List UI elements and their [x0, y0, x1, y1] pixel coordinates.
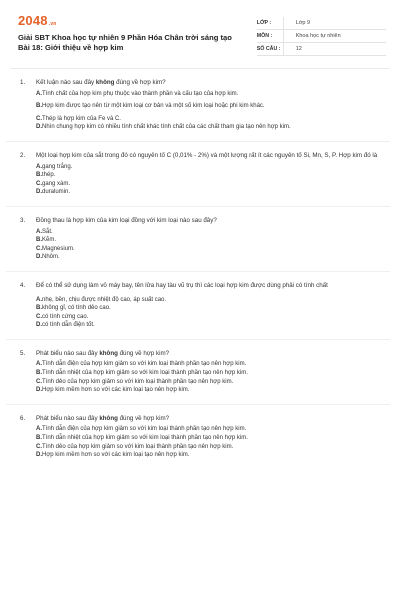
meta-row-count — [257, 43, 386, 56]
answer-b[interactable] — [36, 236, 386, 245]
meta-value: 12 — [283, 43, 302, 55]
document-title — [18, 33, 257, 53]
answer-a[interactable] — [36, 228, 386, 237]
answer-c[interactable] — [36, 180, 386, 189]
answer-d[interactable] — [36, 188, 386, 197]
answer-c[interactable] — [36, 115, 386, 124]
answer-d[interactable] — [36, 386, 386, 395]
question-text — [36, 415, 386, 424]
answer-text: gang trắng. — [42, 163, 73, 170]
question-text-part: đúng về hợp kim? — [117, 414, 170, 422]
answer-c[interactable] — [36, 378, 386, 387]
answer-text: Tính dẫn nhiệt của hợp kim giảm so với kim loại thành phần tạo nên hợp kim. — [42, 370, 248, 377]
answer-letter: C. — [36, 245, 42, 252]
question-divider — [6, 206, 390, 207]
answer-text: Hợp kim mềm hơn so với các kim loại tạo nên hợp kim. — [42, 452, 190, 459]
site-logo[interactable] — [18, 14, 257, 31]
question-divider — [6, 404, 390, 405]
answer-a[interactable] — [36, 90, 386, 99]
answer-c[interactable] — [36, 313, 386, 322]
answer-text: duralumin. — [42, 189, 71, 196]
question-1 — [18, 79, 386, 132]
answer-b[interactable] — [36, 369, 386, 378]
answer-text: Nhôm. — [42, 254, 60, 261]
question-number: 1. — [20, 79, 26, 86]
question-text-part: Để có thể sử dụng làm vỏ máy bay, tên lửa hay tàu vũ trụ thì các loại hợp kim được dùng phải có tính chất — [36, 281, 328, 289]
question-5 — [18, 350, 386, 395]
question-text — [36, 350, 386, 359]
answer-d[interactable] — [36, 321, 386, 330]
answer-text: Tính dẫn nhiệt của hợp kim giảm so với kim loại thành phần tạo nên hợp kim. — [42, 435, 248, 442]
answer-b[interactable] — [36, 434, 386, 443]
answer-b[interactable] — [36, 171, 386, 180]
meta-value: Lớp 9 — [283, 17, 310, 29]
answer-a[interactable] — [36, 425, 386, 434]
question-text — [36, 79, 386, 88]
meta-table — [257, 14, 386, 64]
meta-value: Khoa học tự nhiên — [283, 30, 341, 42]
question-divider — [6, 271, 390, 272]
answer-text: Tính chất của hợp kim phụ thuộc vào thành phần và cấu tạo của hợp kim. — [42, 90, 239, 97]
answer-a[interactable] — [36, 296, 386, 305]
answer-text: Magnesium. — [42, 245, 75, 252]
question-number: 5. — [20, 349, 26, 357]
question-emphasis: không — [99, 414, 118, 422]
question-number: 2. — [20, 151, 26, 159]
answer-text: Tính dẫn điện của hợp kim giảm so với kim loại thành phần tạo nên hợp kim. — [42, 426, 247, 433]
answer-c[interactable] — [36, 443, 386, 452]
question-divider — [6, 141, 390, 142]
answer-letter: B. — [36, 172, 42, 179]
title-line-2: Bài 18: Giới thiệu về hợp kim — [18, 43, 124, 52]
answer-text: gang xám. — [42, 180, 71, 187]
question-number: 6. — [20, 414, 26, 422]
meta-key: LỚP : — [256, 20, 272, 26]
question-list — [18, 79, 386, 460]
header-left — [18, 14, 257, 64]
meta-key: MÔN : — [256, 33, 273, 39]
question-number: 3. — [20, 216, 26, 224]
answer-letter: D. — [36, 124, 42, 131]
question-text — [36, 152, 386, 161]
answer-b[interactable] — [36, 102, 386, 111]
question-4 — [18, 282, 386, 330]
answer-letter: D. — [36, 189, 42, 196]
answer-a[interactable] — [36, 360, 386, 369]
answer-d[interactable] — [36, 253, 386, 262]
meta-key: SỐ CÂU : — [256, 46, 281, 52]
answer-letter: A. — [36, 296, 42, 303]
question-text-part: Kết luận nào sau đây — [36, 79, 96, 86]
answer-text: thép. — [42, 172, 56, 179]
answer-letter: D. — [36, 254, 42, 261]
answer-text: Hợp kim mềm hơn so với các kim loại tạo nên hợp kim. — [42, 387, 190, 394]
logo-suffix: .vn — [48, 21, 57, 27]
answer-b[interactable] — [36, 304, 386, 313]
question-3 — [18, 217, 386, 262]
question-text-part: Một loại hợp kim của sắt trong đó có nguyên tố C (0,01% - 2%) và một lượng rất ít các nguyên tố Si, Mn, S, P. Hợp kim đó là — [36, 151, 378, 159]
answer-text: Kẽm. — [42, 237, 57, 244]
answer-letter: D. — [36, 387, 42, 394]
answer-text: Tính dẻo của hợp kim giảm so với kim loại thành phần tạo nên hợp kim. — [42, 443, 234, 450]
question-emphasis: không — [99, 349, 118, 357]
question-2 — [18, 152, 386, 197]
question-divider — [6, 339, 390, 340]
answer-letter: A. — [36, 426, 42, 433]
answer-letter: C. — [36, 313, 42, 320]
answer-letter: C. — [36, 115, 42, 122]
answer-text: Tính dẫn điện của hợp kim giảm so với kim loại thành phần tạo nên hợp kim. — [42, 361, 247, 368]
answer-letter: B. — [36, 305, 42, 312]
answer-letter: B. — [36, 435, 42, 442]
question-6 — [18, 415, 386, 460]
answer-d[interactable] — [36, 123, 386, 132]
answer-text: có tính dẫn điện tốt. — [42, 322, 95, 329]
question-text-part: Đồng thau là hợp kim của kim loại đồng với kim loại nào sau đây? — [36, 216, 217, 224]
title-line-1: Giải SBT Khoa học tự nhiên 9 Phần Hóa Chân trời sáng tạo — [18, 33, 232, 42]
answer-letter: B. — [36, 103, 42, 110]
answer-letter: D. — [36, 452, 42, 459]
question-text-part: Phát biểu nào sau đây — [36, 414, 100, 422]
answer-text: Hợp kim được tạo nên từ một kim loại cơ bản và một số kim loại hoặc phi kim khác. — [42, 103, 265, 110]
answer-d[interactable] — [36, 451, 386, 460]
question-text-part: đúng về hợp kim? — [114, 79, 166, 86]
answer-letter: A. — [36, 90, 42, 97]
question-text — [36, 217, 386, 226]
document-header — [18, 14, 386, 64]
answer-text: nhẹ, bền, chịu được nhiệt độ cao, áp suất cao. — [42, 296, 167, 303]
answer-letter: D. — [36, 322, 42, 329]
question-emphasis: không — [95, 79, 115, 86]
header-divider — [10, 68, 390, 69]
question-text-part: Phát biểu nào sau đây — [36, 349, 100, 357]
meta-row-subject — [257, 30, 386, 43]
question-text-part: đúng về hợp kim? — [117, 349, 170, 357]
answer-text: Sắt. — [42, 228, 53, 235]
answer-letter: B. — [36, 237, 42, 244]
answer-text: Nhìn chung hợp kim có nhiều tính chất khác tính chất của các chất tham gia tạo nên hợp kim. — [42, 124, 291, 131]
question-number: 4. — [20, 281, 26, 289]
answer-letter: A. — [36, 163, 42, 170]
question-text — [36, 282, 386, 291]
answer-letter: C. — [36, 378, 42, 385]
answer-text: không gỉ, có tính dẻo cao. — [42, 305, 111, 312]
answer-letter: C. — [36, 180, 42, 187]
answer-letter: A. — [36, 361, 42, 368]
answer-text: Tính dẻo của hợp kim giảm so với kim loại thành phần tạo nên hợp kim. — [42, 378, 234, 385]
answer-letter: A. — [36, 228, 42, 235]
answer-a[interactable] — [36, 163, 386, 172]
answer-letter: B. — [36, 370, 42, 377]
answer-text: Thép là hợp kim của Fe và C. — [42, 115, 121, 122]
answer-text: có tính cứng cao. — [42, 313, 89, 320]
meta-row-class — [257, 17, 386, 30]
logo-text: 2048 — [18, 13, 48, 28]
answer-letter: C. — [36, 443, 42, 450]
answer-c[interactable] — [36, 245, 386, 254]
